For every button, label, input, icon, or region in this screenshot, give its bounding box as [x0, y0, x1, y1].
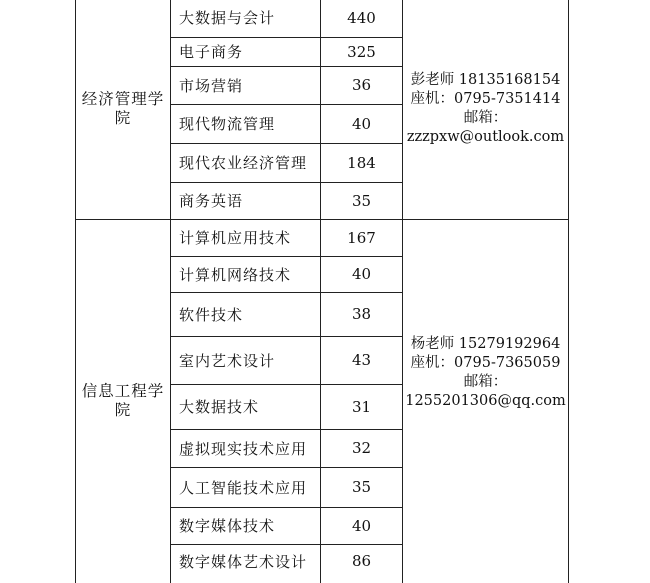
major-name: 大数据与会计	[179, 9, 276, 27]
major-name: 大数据技术	[179, 398, 260, 416]
contact-name-phone: 彭老师 18135168154	[410, 71, 561, 88]
enrollment-count: 32	[351, 439, 372, 457]
border-right	[568, 0, 569, 583]
major-name: 计算机网络技术	[179, 265, 292, 284]
enrollment-table	[75, 0, 569, 583]
college-line: 院	[114, 401, 132, 419]
enrollment-count: 167	[347, 228, 376, 247]
enrollment-count: 440	[347, 8, 376, 27]
major-name: 现代物流管理	[179, 115, 276, 133]
college-name-economics	[76, 0, 170, 219]
major-name: 数字媒体艺术设计	[179, 552, 308, 571]
contact-landline: 座机：0795-7365059	[410, 355, 561, 371]
contact-economics	[403, 0, 568, 219]
college-line: 经济管理学	[81, 89, 165, 108]
contact-landline: 座机：0795-7351414	[410, 90, 561, 107]
enrollment-count: 31	[351, 397, 372, 416]
contact-email: 1255201306@qq.com	[405, 393, 566, 409]
enrollment-count: 38	[351, 305, 372, 323]
college-name-information	[76, 219, 170, 583]
major-name: 商务英语	[179, 192, 244, 210]
major-name: 数字媒体技术	[179, 517, 276, 535]
major-name: 市场营销	[179, 76, 244, 95]
major-name: 室内艺术设计	[179, 351, 276, 370]
enrollment-count: 40	[351, 516, 372, 535]
enrollment-count: 40	[351, 114, 372, 133]
college-line: 院	[114, 108, 132, 127]
enrollment-count: 86	[351, 552, 372, 570]
contact-email-label: 邮箱：	[463, 109, 508, 126]
contact-name-phone: 杨老师 15279192964	[410, 336, 561, 352]
enrollment-count: 35	[351, 191, 372, 210]
enrollment-count: 36	[351, 76, 372, 94]
enrollment-count: 40	[351, 265, 372, 283]
contact-email-label: 邮箱：	[463, 374, 508, 390]
contact-email: zzzpxw@outlook.com	[406, 128, 565, 145]
enrollment-count: 43	[351, 351, 372, 369]
contact-information	[403, 303, 568, 443]
major-name: 现代农业经济管理	[179, 154, 308, 172]
major-name: 人工智能技术应用	[179, 478, 308, 497]
major-name: 虚拟现实技术应用	[179, 439, 308, 458]
college-line: 信息工程学	[81, 382, 165, 400]
major-name: 计算机应用技术	[179, 229, 292, 247]
enrollment-count: 325	[347, 42, 376, 61]
major-name: 软件技术	[179, 305, 244, 324]
enrollment-count: 184	[347, 153, 376, 172]
enrollment-count: 35	[351, 478, 372, 496]
major-name: 电子商务	[179, 43, 244, 61]
